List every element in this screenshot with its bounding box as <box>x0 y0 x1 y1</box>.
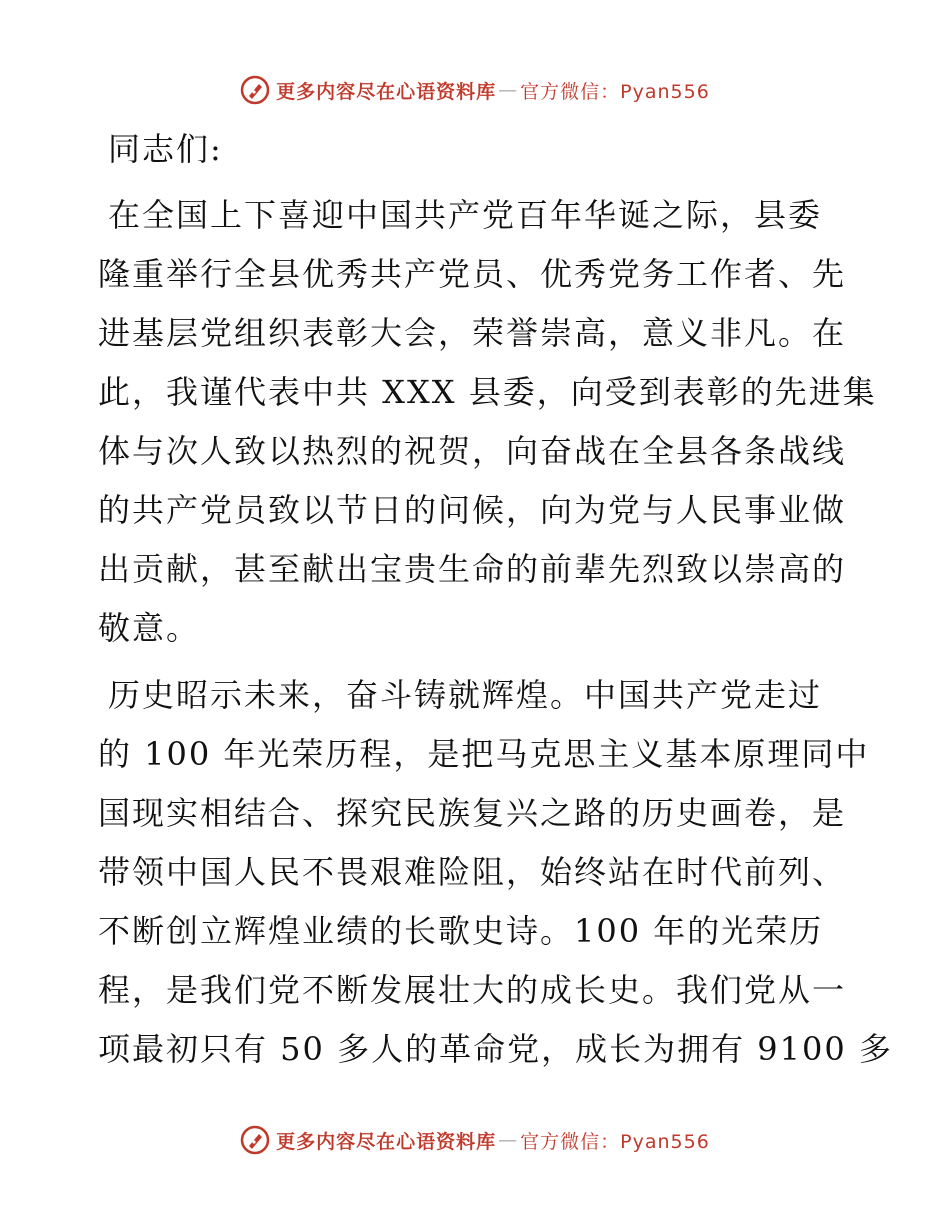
watermark-contact: 官方微信：Pyan556 <box>520 1130 710 1153</box>
watermark-separator: — <box>498 1129 519 1151</box>
paragraph-line: 的 100 年光荣历程，是把马克思主义基本原理同中 <box>98 735 870 773</box>
paragraph-line: 此，我谨代表中共 XXX 县委，向受到表彰的先进集 <box>98 373 877 411</box>
watermark-separator: — <box>498 79 519 101</box>
paragraph-line: 程，是我们党不断发展壮大的成长史。我们党从一 <box>98 971 847 1009</box>
paragraph-2 <box>98 666 893 1079</box>
paragraph-line: 进基层党组织表彰大会，荣誉崇高，意义非凡。在 <box>98 314 847 352</box>
paragraph-line: 出贡献，甚至献出宝贵生命的前辈先烈致以崇高的 <box>98 550 847 588</box>
pen-nib-logo-icon <box>240 1125 270 1155</box>
paragraph-line: 敬意。 <box>98 609 201 647</box>
document-body <box>98 120 893 1087</box>
paragraph-line: 体与次人致以热烈的祝贺，向奋战在全县各条战线 <box>98 432 847 470</box>
watermark-contact: 官方微信：Pyan556 <box>520 80 710 103</box>
watermark-text: 更多内容尽在心语资料库 <box>276 80 497 103</box>
paragraph-line: 的共产党员致以节日的问候，向为党与人民事业做 <box>98 491 847 529</box>
salutation: 同志们: <box>108 130 223 168</box>
paragraph-line: 历史昭示未来，奋斗铸就辉煌。中国共产党走过 <box>108 676 823 714</box>
pen-nib-logo-icon <box>240 75 270 105</box>
header-watermark <box>0 70 950 110</box>
paragraph-line: 国现实相结合、探究民族复兴之路的历史画卷，是 <box>98 794 847 832</box>
paragraph-line: 在全国上下喜迎中国共产党百年华诞之际，县委 <box>108 196 823 234</box>
paragraph-line: 隆重举行全县优秀共产党员、优秀党务工作者、先 <box>98 255 847 293</box>
watermark-text: 更多内容尽在心语资料库 <box>276 1130 497 1153</box>
footer-watermark <box>0 1120 950 1160</box>
paragraph-line: 带领中国人民不畏艰难险阻，始终站在时代前列、 <box>98 853 847 891</box>
paragraph-line: 不断创立辉煌业绩的长歌史诗。100 年的光荣历 <box>98 912 824 950</box>
paragraph-line: 项最初只有 50 多人的革命党，成长为拥有 9100 多 <box>98 1030 893 1068</box>
paragraph-1 <box>98 186 877 658</box>
